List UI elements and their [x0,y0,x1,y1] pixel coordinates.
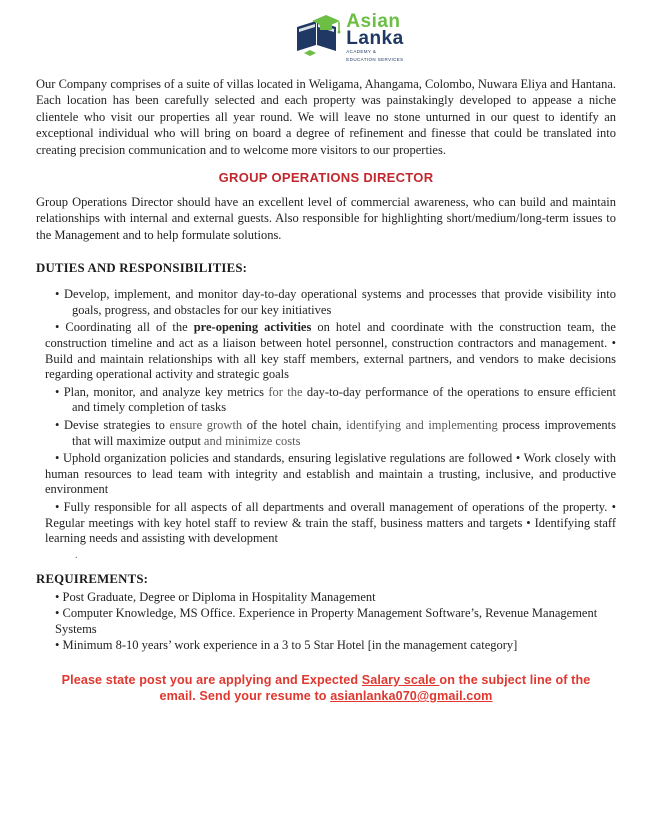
requirement-item: • Post Graduate, Degree or Diploma in Hospitality Management [55,589,376,604]
requirements-heading: REQUIREMENTS: [36,571,149,586]
stray-period: . [75,548,78,561]
duty-item: • Coordinating all of the pre-opening activities on hotel and coordinate with the construction team, the construction timeline and act as a liaison between hotel personnel, construction contractors and management. • Build and maintain relationships with all key staff members, external partners, and vendors to make decisions regarding operational activity and strategic goals [45,320,616,382]
duties-heading: DUTIES AND RESPONSIBILITIES: [36,261,248,276]
application-instructions [56,672,596,705]
duty-item: • Devise strategies to ensure growth of the hotel chain, identifying and implementing process improvements that will maximize output and minimize costs [55,418,616,448]
role-summary-paragraph: Group Operations Director should have an excellent level of commercial awareness, who can build and maintain relationships with internal and external guests. Also responsible for highlighting short/medium/long-term issues to the Management and to help formulate solutions. [36,195,616,242]
book-and-graduation-cap-icon [296,13,342,59]
company-intro-paragraph: Our Company comprises of a suite of villas located in Weligama, Ahangama, Colombo, Nuwara Eliya and Hantana. Each location has been carefully selected and each property was painstakingly developed to appease a niche clientele who visit our properties all year round. We will leave no stone unturned in our quest to identify an exceptional individual who will bring on board a degree of refinement and finesse that could be translated into creating precision communication and to welcome more visitors to our properties. [36,77,616,157]
requirement-item: • Computer Knowledge, MS Office. Experience in Property Management Software’s, Revenue Management Systems [55,605,598,637]
logo-tagline-line2: EDUCATION SERVICES [346,56,404,62]
duty-item: • Fully responsible for all aspects of all departments and overall management of operations of the property. • Regular meetings with key hotel staff to review & train the staff, business matters and targets • Identifying staff learning needs and assisting with development [45,499,616,546]
logo-tagline-line1: ACADEMY & [346,49,377,54]
requirements-list [36,589,616,654]
duty-item: • Uphold organization policies and standards, ensuring legislative regulations are followed • Work closely with human resources to lead team with integrity and establish and maintain a trusting, inclusive, and productive environment [45,451,616,497]
duties-list [36,287,616,547]
duty-item: • Develop, implement, and monitor day-to-day operational systems and processes that provide visibility into goals, progress, and obstacles for our key initiatives [55,287,616,317]
company-logo [60,0,640,62]
email-link[interactable]: asianlanka070@gmail.com [330,689,493,704]
job-title-heading: GROUP OPERATIONS DIRECTOR [218,170,434,186]
footer-text-part1: Please state post you are applying and Expected [61,672,362,687]
logo-text-asian: Asian [346,11,401,32]
requirement-item: • Minimum 8-10 years’ work experience in a 3 to 5 Star Hotel [in the management category] [55,638,518,653]
footer-text-part2: on the subject line of the email. Send your resume to [159,672,591,704]
duty-item: • Plan, monitor, and analyze key metrics for the day-to-day performance of the operations to ensure efficient and timely completion of tasks [55,384,616,415]
logo-text-lanka: Lanka [346,28,404,49]
salary-scale-underlined: Salary scale [361,672,440,687]
